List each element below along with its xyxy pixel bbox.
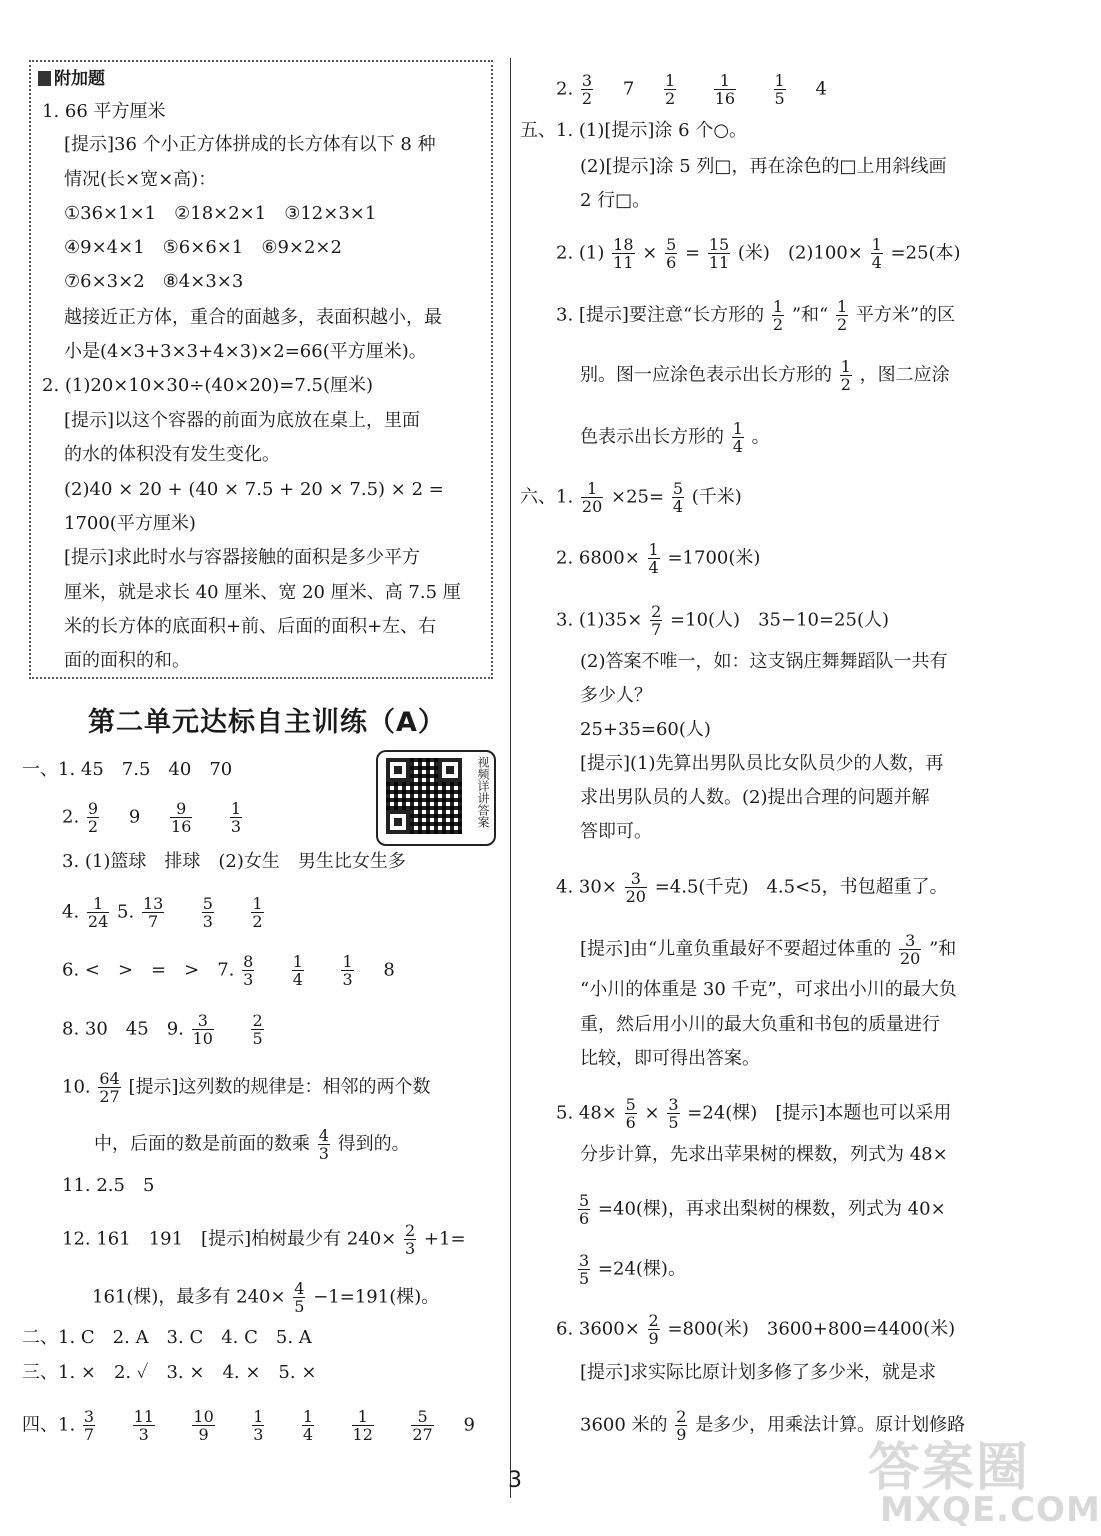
extra-line: 情况(长×宽×高)： bbox=[64, 169, 217, 190]
answer-line: “小川的体重是 30 千克”，可求出小川的最大负 bbox=[580, 979, 957, 1000]
unit-title: 第二单元达标自主训练（A） bbox=[88, 707, 446, 738]
fraction: $\frac{1}{2}$ bbox=[252, 894, 263, 931]
fraction: $\frac{1}{2}$ bbox=[772, 297, 784, 334]
answer-line: 色表示出长方形的 $\frac{1}{4}$ 。 bbox=[580, 419, 770, 456]
answer-line: 一、1. 45 7.5 40 70 bbox=[22, 759, 233, 780]
fraction: $\frac{1}{3}$ bbox=[230, 799, 242, 836]
extra-line: 2. (1)20×10×30÷(40×20)=7.5(厘米) bbox=[42, 375, 374, 396]
answer-line: 分步计算，先求出苹果树的棵数，列式为 48× bbox=[580, 1144, 948, 1165]
answer-line: [提示]求实际比原计划多修了多少米，就是求 bbox=[580, 1362, 937, 1383]
fraction: $\frac{1}{2}$ bbox=[836, 297, 848, 334]
fraction: $\frac{13}{7}$ bbox=[142, 894, 164, 931]
answer-line: 重，然后用小川的最大负重和书包的质量进行 bbox=[580, 1014, 940, 1035]
answer-line: 三、1. × 2. ✓ 3. × 4. × 5. × bbox=[22, 1362, 317, 1383]
answer-line: 10. $\frac{64}{27}$ [提示]这列数的规律是：相邻的两个数 bbox=[62, 1069, 431, 1106]
fraction: $\frac{2}{9}$ bbox=[676, 1407, 687, 1444]
answer-line: 比较，即可得出答案。 bbox=[580, 1048, 760, 1069]
answer-line: 4. $\frac{1}{24}$ 5. $\frac{13}{7}$ $\frac{5}{3}$ $\frac{1}{2}$ bbox=[62, 894, 263, 931]
extra-line: [提示]36 个小正方体拼成的长方体有以下 8 种 bbox=[64, 134, 436, 155]
watermark-url: MXQE.COM bbox=[880, 1490, 1101, 1530]
qr-code-block[interactable] bbox=[376, 750, 496, 846]
fraction: $\frac{1}{3}$ bbox=[253, 1407, 264, 1444]
fraction: $\frac{1}{4}$ bbox=[871, 235, 882, 272]
bookmark-icon bbox=[38, 71, 51, 86]
page-number: 3 bbox=[508, 1468, 522, 1493]
fraction: $\frac{1}{4}$ bbox=[732, 419, 743, 456]
answer-line: [提示]由“儿童负重最好不要超过体重的 $\frac{3}{20}$ ”和 bbox=[580, 931, 957, 968]
answer-line: (2)答案不唯一，如：这支锅庄舞舞蹈队一共有 bbox=[580, 651, 948, 672]
fraction: $\frac{1}{2}$ bbox=[840, 357, 851, 394]
fraction: $\frac{1}{12}$ bbox=[352, 1407, 373, 1444]
answer-line: (2)[提示]涂 5 列□，再在涂色的□上用斜线画 bbox=[580, 156, 947, 177]
answer-line: 4. 30× $\frac{3}{20}$ =4.5(千克) 4.5<5，书包超重了。 bbox=[556, 869, 948, 906]
answer-line: 6. 3600× $\frac{2}{9}$ =800(米) 3600+800=4400(米) bbox=[556, 1311, 956, 1348]
fraction: $\frac{3}{10}$ bbox=[192, 1011, 213, 1048]
extra-line: [提示]以这个容器的前面为底放在桌上，里面 bbox=[64, 410, 421, 431]
fraction: $\frac{5}{27}$ bbox=[412, 1407, 433, 1444]
qr-label: 视频详讲答案 bbox=[476, 756, 490, 828]
watermark: 答案圈 bbox=[868, 1438, 1031, 1498]
answer-line: 答即可。 bbox=[580, 821, 652, 842]
fraction: $\frac{1}{5}$ bbox=[774, 71, 785, 108]
answer-line: 别。图一应涂色表示出长方形的 $\frac{1}{2}$ ，图二应涂 bbox=[580, 357, 950, 394]
extra-line: 厘米，就是求长 40 厘米、宽 20 厘米、高 7.5 厘 bbox=[64, 582, 461, 603]
fraction: $\frac{1}{16}$ bbox=[714, 71, 736, 108]
answer-line: [提示](1)先算出男队员比女队员少的人数，再 bbox=[580, 753, 944, 774]
fraction: $\frac{5}{6}$ bbox=[625, 1095, 636, 1132]
answer-line: 8. 30 45 9. $\frac{3}{10}$ $\frac{2}{5}$ bbox=[62, 1011, 263, 1048]
extra-line: 米的长方体的底面积+前、后面的面积+左、右 bbox=[64, 616, 437, 637]
answer-line: 求出男队员的人数。(2)提出合理的问题并解 bbox=[580, 787, 930, 808]
fraction: $\frac{2}{7}$ bbox=[651, 602, 662, 639]
answer-line: 3. [提示]要注意“长方形的 $\frac{1}{2}$ ”和“ $\frac{1}{2}$ 平方米”的区 bbox=[556, 297, 956, 334]
answer-line: 六、1. $\frac{1}{20}$ ×25= $\frac{5}{4}$ (千米) bbox=[520, 479, 742, 516]
answer-line: 多少人？ bbox=[580, 685, 652, 706]
fraction: $\frac{1}{4}$ bbox=[292, 952, 303, 989]
fraction: $\frac{1}{20}$ bbox=[581, 479, 603, 516]
fraction: $\frac{2}{9}$ bbox=[648, 1311, 659, 1348]
fraction: $\frac{8}{3}$ bbox=[243, 952, 254, 989]
answer-line: 二、1. C 2. A 3. C 4. C 5. A bbox=[22, 1327, 312, 1348]
fraction: $\frac{9}{16}$ bbox=[171, 799, 192, 836]
extra-line: [提示]求此时水与容器接触的面积是多少平方 bbox=[64, 547, 421, 568]
answer-line: 中，后面的数是前面的数乘 $\frac{4}{3}$ 得到的。 bbox=[94, 1126, 410, 1163]
answer-line: 12. 161 191 [提示]柏树最少有 240× $\frac{2}{3}$ +1= bbox=[62, 1221, 466, 1258]
fraction: $\frac{4}{5}$ bbox=[294, 1279, 305, 1316]
answer-line: 6. < > = > 7. $\frac{8}{3}$ $\frac{1}{4}$ $\frac{1}{3}$ 8 bbox=[62, 952, 395, 989]
answer-line: 2. $\frac{9}{2}$ 9 $\frac{9}{16}$ $\frac{1}{3}$ bbox=[62, 799, 242, 836]
extra-line: ⑦6×3×2 ⑧4×3×3 bbox=[64, 271, 244, 292]
fraction: $\frac{1}{4}$ bbox=[302, 1407, 314, 1444]
extra-line: 1. 66 平方厘米 bbox=[42, 101, 166, 122]
answer-line: 11. 2.5 5 bbox=[62, 1175, 155, 1196]
answer-line: $\frac{5}{6}$ =40(棵)，再求出梨树的棵数，列式为 40× bbox=[579, 1191, 946, 1228]
extra-line: (2)40 × 20 + (40 × 7.5 + 20 × 7.5) × 2 = bbox=[64, 479, 444, 500]
answer-line: 2. 6800× $\frac{1}{4}$ =1700(米) bbox=[556, 540, 761, 577]
fraction: $\frac{5}{6}$ bbox=[666, 235, 677, 272]
extra-line: ①36×1×1 ②18×2×1 ③12×3×1 bbox=[64, 203, 377, 224]
fraction: $\frac{10}{9}$ bbox=[193, 1407, 214, 1444]
qr-code-icon bbox=[386, 758, 462, 834]
fraction: $\frac{3}{5}$ bbox=[579, 1251, 590, 1288]
fraction: $\frac{2}{3}$ bbox=[405, 1221, 416, 1258]
fraction: $\frac{5}{3}$ bbox=[202, 894, 213, 931]
fraction: $\frac{1}{4}$ bbox=[648, 540, 659, 577]
answer-line: 2 行□。 bbox=[580, 190, 651, 211]
fraction: $\frac{11}{3}$ bbox=[133, 1407, 154, 1444]
column-divider bbox=[510, 58, 511, 1498]
extra-line: 面的面积的和。 bbox=[64, 650, 190, 671]
answer-line: 2. $\frac{3}{2}$ 7 $\frac{1}{2}$ $\frac{1}{16}$ $\frac{1}{5}$ 4 bbox=[556, 71, 827, 108]
answer-line: 四、1. $\frac{3}{7}$ $\frac{11}{3}$ $\frac{10}{9}$ $\frac{1}{3}$ $\frac{1}{4}$ $\frac{1}{12}$ $\frac{5}{27}$ 9 bbox=[22, 1407, 475, 1444]
fraction: $\frac{1}{3}$ bbox=[342, 952, 353, 989]
fraction: $\frac{1}{24}$ bbox=[87, 894, 109, 931]
extra-line: 小是(4×3+3×3+4×3)×2=66(平方厘米)。 bbox=[64, 341, 427, 362]
fraction: $\frac{1}{2}$ bbox=[665, 71, 676, 108]
extra-line: ④9×4×1 ⑤6×6×1 ⑥9×2×2 bbox=[64, 237, 342, 258]
fraction: $\frac{5}{4}$ bbox=[672, 479, 684, 516]
fraction: $\frac{5}{6}$ bbox=[579, 1191, 590, 1228]
answer-line: 五、1. (1)[提示]涂 6 个○。 bbox=[520, 120, 748, 141]
answer-line: 161(棵)，最多有 240× $\frac{4}{5}$ −1=191(棵)。 bbox=[92, 1279, 440, 1316]
fraction: $\frac{3}{20}$ bbox=[625, 869, 646, 906]
answer-line: 3. (1)35× $\frac{2}{7}$ =10(人) 35−10=25(人) bbox=[556, 602, 889, 639]
fraction: $\frac{9}{2}$ bbox=[87, 799, 99, 836]
extra-line: 的水的体积没有发生变化。 bbox=[64, 444, 280, 465]
answer-line: 2. (1) $\frac{18}{11}$ × $\frac{5}{6}$ = $\frac{15}{11}$ (米) (2)100× $\frac{1}{4}$ =25(本) bbox=[556, 235, 961, 272]
fraction: $\frac{64}{27}$ bbox=[99, 1069, 120, 1106]
extra-line: 1700(平方厘米) bbox=[64, 513, 196, 534]
extra-heading: 附加题 bbox=[38, 64, 105, 89]
extra-line: 越接近正方体，重合的面越多，表面积越小，最 bbox=[64, 307, 442, 328]
fraction: $\frac{3}{7}$ bbox=[83, 1407, 95, 1444]
answer-line: $\frac{3}{5}$ =24(棵)。 bbox=[579, 1251, 686, 1288]
fraction: $\frac{3}{5}$ bbox=[668, 1095, 679, 1132]
fraction: $\frac{18}{11}$ bbox=[613, 235, 634, 272]
fraction: $\frac{4}{3}$ bbox=[318, 1126, 329, 1163]
answer-line: 3. (1)篮球 排球 (2)女生 男生比女生多 bbox=[62, 851, 406, 872]
fraction: $\frac{3}{2}$ bbox=[581, 71, 593, 108]
answer-line: 3600 米的 $\frac{2}{9}$ 是多少，用乘法计算。原计划修路 bbox=[580, 1407, 966, 1444]
fraction: $\frac{15}{11}$ bbox=[708, 235, 730, 272]
fraction: $\frac{3}{20}$ bbox=[899, 931, 921, 968]
fraction: $\frac{2}{5}$ bbox=[252, 1011, 263, 1048]
answer-line: 5. 48× $\frac{5}{6}$ × $\frac{3}{5}$ =24(棵) [提示]本题也可以采用 bbox=[556, 1095, 952, 1132]
answer-line: 25+35=60(人) bbox=[580, 719, 711, 740]
